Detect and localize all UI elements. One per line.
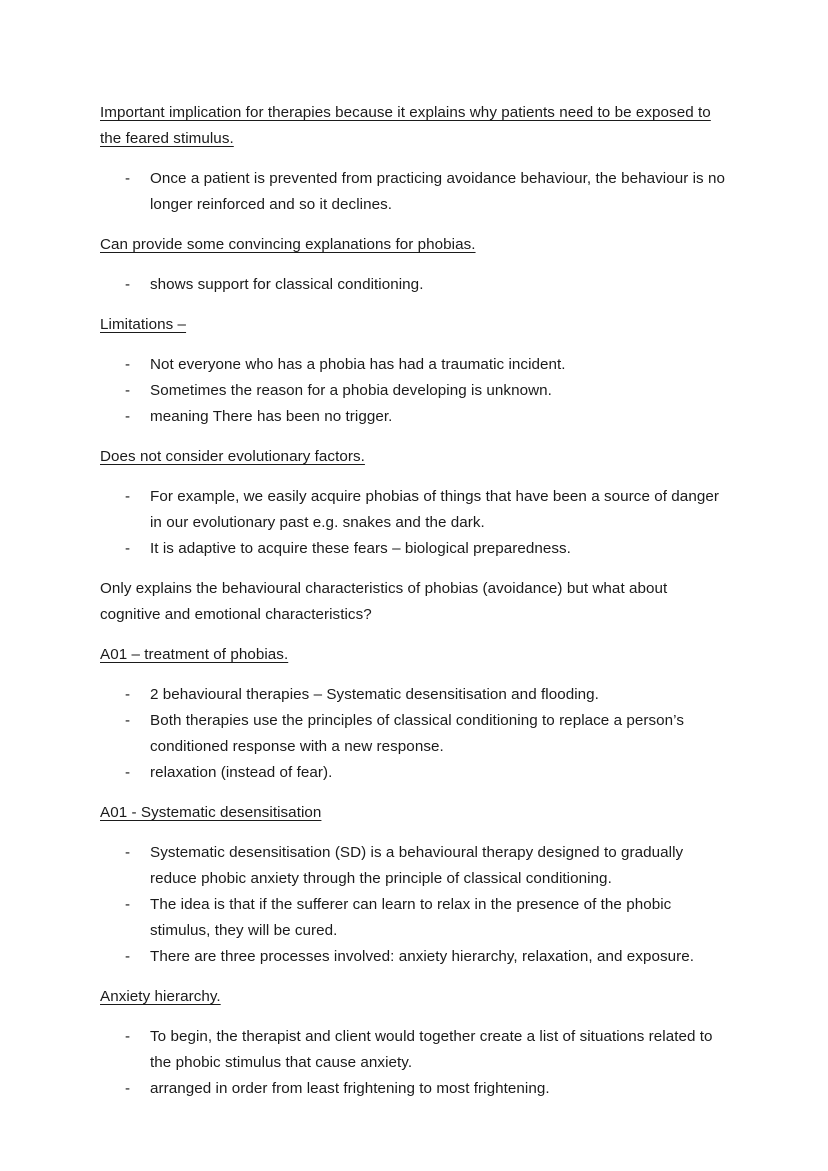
block-spacer: [100, 430, 728, 444]
bullet-dash-icon: -: [125, 712, 131, 729]
section-heading: [100, 800, 728, 826]
bullet-text: Both therapies use the principles of classical conditioning to replace a person’s conditioned response with a new response.: [150, 712, 684, 755]
bullet-list: [100, 352, 728, 430]
section-heading: [100, 232, 728, 258]
block-spacer: [100, 562, 728, 576]
bullet-dash-icon: -: [125, 276, 131, 293]
bullet-dash-icon: -: [125, 948, 131, 965]
block-spacer: [100, 298, 728, 312]
block-spacer: [100, 470, 728, 484]
bullet-text: shows support for classical conditioning.: [150, 276, 424, 293]
document-body: [100, 100, 728, 1102]
bullet-dash-icon: -: [125, 1028, 131, 1045]
block-spacer: [100, 338, 728, 352]
bullet-item: [100, 404, 728, 430]
bullet-item: [100, 484, 728, 536]
bullet-item: [100, 1024, 728, 1076]
bullet-dash-icon: -: [125, 356, 131, 373]
block-spacer: [100, 970, 728, 984]
section-heading: [100, 312, 728, 338]
bullet-item: [100, 944, 728, 970]
bullet-list: [100, 1024, 728, 1102]
bullet-item: [100, 760, 728, 786]
bullet-dash-icon: -: [125, 170, 131, 187]
bullet-dash-icon: -: [125, 686, 131, 703]
body-paragraph: Only explains the behavioural characteristics of phobias (avoidance) but what about cognitive and emotional characteristics?: [100, 580, 668, 623]
block-spacer: [100, 826, 728, 840]
heading-underline-span: A01 – treatment of phobias.: [100, 646, 289, 663]
bullet-item: [100, 166, 728, 218]
section-heading: [100, 642, 728, 668]
bullet-dash-icon: -: [125, 540, 131, 557]
bullet-text: The idea is that if the sufferer can learn to relax in the presence of the phobic stimulus, they will be cured.: [150, 896, 672, 939]
bullet-text: Systematic desensitisation (SD) is a behavioural therapy designed to gradually reduce phobic anxiety through the principle of classical conditioning.: [150, 844, 684, 887]
heading-underline-span: Does not consider evolutionary factors.: [100, 448, 365, 465]
bullet-item: [100, 352, 728, 378]
bullet-item: [100, 272, 728, 298]
block-spacer: [100, 628, 728, 642]
bullet-dash-icon: -: [125, 844, 131, 861]
bullet-list: [100, 166, 728, 218]
bullet-dash-icon: -: [125, 408, 131, 425]
bullet-text: To begin, the therapist and client would together create a list of situations related to the phobic stimulus that cause anxiety.: [150, 1028, 713, 1071]
heading-underline-span: A01 - Systematic desensitisation: [100, 804, 322, 821]
bullet-item: [100, 840, 728, 892]
heading-underline-span: Can provide some convincing explanations for phobias.: [100, 236, 476, 253]
section-heading: [100, 100, 728, 152]
heading-underline-span: Anxiety hierarchy.: [100, 988, 221, 1005]
block-spacer: [100, 1010, 728, 1024]
heading-underline-span: Important implication for therapies because it explains why patients need to be exposed to the feared stimulus.: [100, 104, 711, 147]
bullet-list: [100, 272, 728, 298]
bullet-text: 2 behavioural therapies – Systematic desensitisation and flooding.: [150, 686, 599, 703]
bullet-text: Sometimes the reason for a phobia developing is unknown.: [150, 382, 552, 399]
bullet-text: meaning There has been no trigger.: [150, 408, 393, 425]
bullet-text: Not everyone who has a phobia has had a traumatic incident.: [150, 356, 566, 373]
bullet-dash-icon: -: [125, 382, 131, 399]
bullet-text: It is adaptive to acquire these fears – biological preparedness.: [150, 540, 571, 557]
block-spacer: [100, 786, 728, 800]
block-spacer: [100, 668, 728, 682]
bullet-dash-icon: -: [125, 1080, 131, 1097]
bullet-item: [100, 1076, 728, 1102]
bullet-list: [100, 840, 728, 970]
bullet-dash-icon: -: [125, 488, 131, 505]
bullet-item: [100, 682, 728, 708]
bullet-item: [100, 536, 728, 562]
bullet-text: Once a patient is prevented from practicing avoidance behaviour, the behaviour is no longer reinforced and so it declines.: [150, 170, 725, 213]
heading-underline-span: Limitations –: [100, 316, 187, 333]
bullet-text: arranged in order from least frightening to most frightening.: [150, 1080, 550, 1097]
bullet-dash-icon: -: [125, 764, 131, 781]
section-heading: [100, 984, 728, 1010]
bullet-text: relaxation (instead of fear).: [150, 764, 333, 781]
bullet-list: [100, 484, 728, 562]
section-heading: [100, 444, 728, 470]
bullet-dash-icon: -: [125, 896, 131, 913]
bullet-text: For example, we easily acquire phobias of things that have been a source of danger in our evolutionary past e.g. snakes and the dark.: [150, 488, 719, 531]
bullet-item: [100, 892, 728, 944]
bullet-item: [100, 378, 728, 404]
block-spacer: [100, 152, 728, 166]
block-spacer: [100, 218, 728, 232]
block-spacer: [100, 258, 728, 272]
bullet-list: [100, 682, 728, 786]
bullet-item: [100, 708, 728, 760]
bullet-text: There are three processes involved: anxiety hierarchy, relaxation, and exposure.: [150, 948, 695, 965]
